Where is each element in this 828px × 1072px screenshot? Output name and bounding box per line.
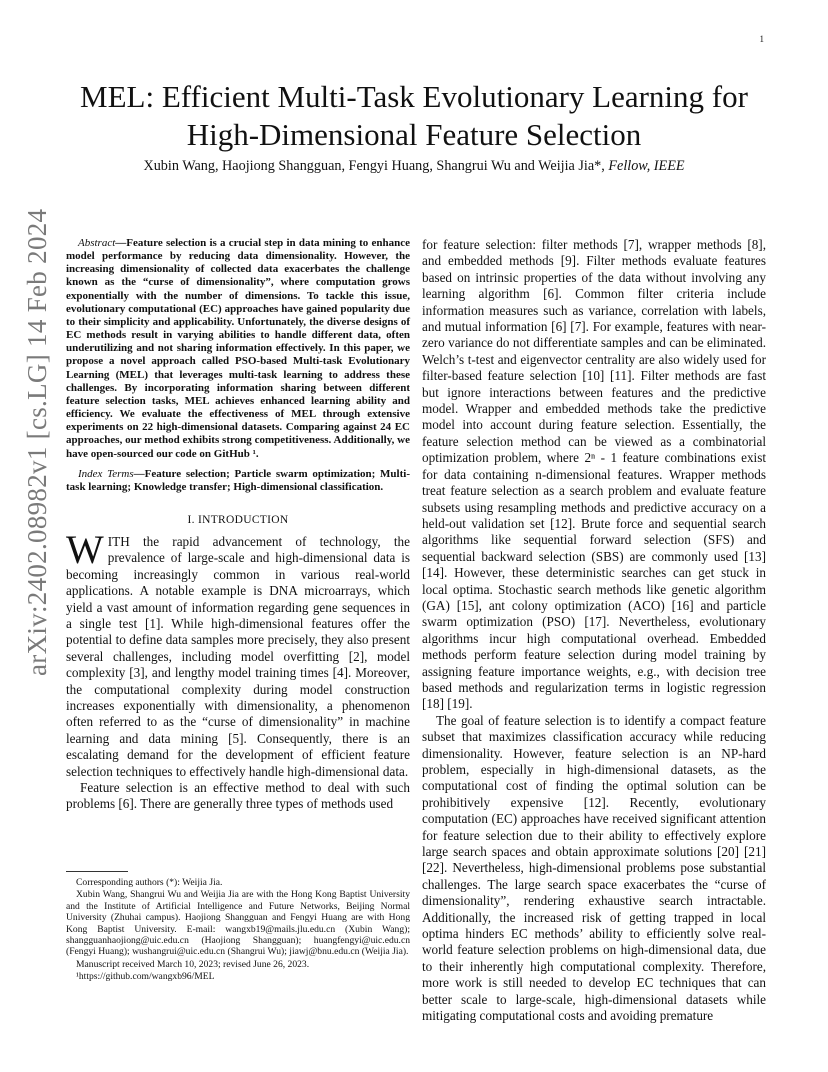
footnote-affiliations: Xubin Wang, Shangrui Wu and Weijia Jia are with the Hong Kong Baptist University and the Institute of Artificial Intelligence and Future Networks, Beijing Normal University (Zhuhai campus). Haojiong Shangguan and Fengyi Huang are with Hong Kong Baptist University. E-mail: wangxb19@mails.jlu.edu.cn (Xubin Wang); shangguanhaojiong@uic.edu.cn (Haojiong Shangguan); huangfengyi@uic.edu.cn (Fengyi Huang); wushangrui@uic.edu.cn (Shangrui Wu); jiawj@bnu.edu.cn (Weijia Jia). <box>66 889 410 958</box>
author-names: Xubin Wang, Haojiong Shangguan, Fengyi Huang, Shangrui Wu and Weijia Jia*, <box>143 158 609 174</box>
paper-title: MEL: Efficient Multi-Task Evolutionary Learning for High-Dimensional Feature Selection <box>80 79 748 152</box>
footnote-corresponding: Corresponding authors (*): Weijia Jia. <box>76 877 223 888</box>
intro-paragraph-2: Feature selection is an effective method to deal with such problems [6]. There are generally three types of methods used <box>66 780 410 812</box>
footnotes <box>66 877 410 984</box>
right-paragraph-2: The goal of feature selection is to identify a compact feature subset that maximizes classification accuracy while reducing dimensionality. However, feature selection is an NP-hard problem, especially in high-dimensional datasets, as the computational cost of finding the optimal solution can be prohibitively expensive [12]. Recently, evolutionary computation (EC) approaches have received significant attention for feature selection due to their ability to effectively explore large search spaces and obtain approximate solutions [20] [21] [22]. Nevertheless, high-dimensional problems pose substantial challenges. The large search space exacerbates the “curse of dimensionality”, rendering exhaustive search intractable. Additionally, the increased risk of getting trapped in local optima hinders EC methods’ ability to efficiently solve real-world feature selection problems on high-dimensional data, due to their inherently high computational complexity. Therefore, more work is still needed to develop EC techniques that can better scale to large-scale, high-dimensional datasets while mitigating computational costs and avoiding premature <box>422 712 766 1024</box>
abstract-text: —Feature selection is a crucial step in data mining to enhance model performance by reducing data dimensionality. However, the increasing dimensionality of collected data exacerbates the challenge known as the “curse of dimensionality”, where computation grows exponentially with the number of dimensions. To tackle this issue, evolutionary computational (EC) approaches have gained popularity due to their simplicity and applicability. Unfortunately, the diverse designs of EC methods result in varying abilities to handle different data, often underutilizing and not sharing information effectively. In this paper, we propose a novel approach called PSO-based Multi-task Evolutionary Learning (MEL) that leverages multi-task learning to address these challenges. By incorporating information sharing between different feature selection tasks, MEL achieves enhanced learning ability and efficiency. We evaluate the effectiveness of MEL through extensive experiments on 22 high-dimensional datasets. Comparing against 24 EC approaches, our method exhibits strong competitiveness. Additionally, we have open-sourced our code on GitHub ¹. <box>66 237 410 460</box>
intro-paragraph-1 <box>66 526 410 780</box>
right-paragraph-1: for feature selection: filter methods [7], wrapper methods [8], and embedded methods [9]. Filter methods evaluate features based on intrinsic properties of the data without involving any learning algorithm [6]. Common filter criteria include information measures such as variance, correlation with labels, and mutual information [6] [7]. For example, features with near-zero variance do not differentiate samples and can be eliminated. Welch’s t-test and eigenvector centrality are also widely used for filter-based feature selection [10] [11]. Filter methods are fast but ignore interactions between features and the predictive model. Wrapper and embedded methods take the predictive model into account during feature selection. Essentially, the feature selection method can be viewed as a combinatorial optimization problem, where 2ⁿ - 1 feature combinations exist for data containing n-dimensional features. Wrapper methods treat feature selection as a search problem and evaluate feature subsets using resampling methods and predictive accuracy on a held-out validation set [12]. Brute force and sequential search algorithms like sequential forward selection (SFS) and sequential backward selection (SBS) are commonly used [13] [14]. However, these deterministic searches can get stuck in local optima. Stochastic search methods like genetic algorithm (GA) [15], ant colony optimization (ACO) [16] and particle swarm optimization (PSO) [17]. Nevertheless, evolutionary algorithms incur high computational overhead. Embedded methods perform feature selection during model training by assigning feature importance weights, e.g., with decision tree based methods and regularization terms in logistic regression [18] [19]. <box>422 237 766 712</box>
left-column <box>66 237 410 813</box>
section-heading-introduction: I. INTRODUCTION <box>187 513 289 526</box>
footnote-github: ¹https://github.com/wangxb96/MEL <box>76 971 215 983</box>
index-terms <box>66 468 410 494</box>
right-column <box>422 237 766 1025</box>
abstract-lead: Abstract <box>78 237 116 249</box>
author-line <box>60 158 768 175</box>
author-fellow: Fellow, IEEE <box>608 158 685 174</box>
arxiv-identifier: arXiv:2402.08982v1 [cs.LG] 14 Feb 2024 <box>22 208 52 676</box>
footnote-rule <box>66 871 128 872</box>
abstract <box>66 237 410 461</box>
footnote-manuscript: Manuscript received March 10, 2023; revised June 26, 2023. <box>76 958 310 970</box>
drop-cap: W <box>66 526 104 572</box>
page-number: 1 <box>759 34 764 44</box>
index-terms-text: —Feature selection; Particle swarm optimization; Multi-task learning; Knowledge transfer; High-dimensional classification. <box>66 467 410 493</box>
index-terms-lead: Index Terms <box>78 467 134 480</box>
intro-paragraph-1-text: ITH the rapid advancement of technology, the prevalence of large-scale and high-dimensional data is becoming increasingly common in various real-world applications. A notable example is DNA microarrays, which yield a vast amount of information regarding gene sequences in a single test [1]. While high-dimensional features offer the potential to define data samples more precisely, they also present several challenges, including model overfitting [2], model complexity [3], and lengthy model training times [4]. Moreover, the computational complexity during model construction increases exponentially with dimensionality, a phenomenon often referred to as the “curse of dimensionality” in machine learning and data mining [5]. Consequently, there is an escalating demand for the development of efficient feature selection techniques to effectively handle high-dimensional data. <box>66 533 410 779</box>
